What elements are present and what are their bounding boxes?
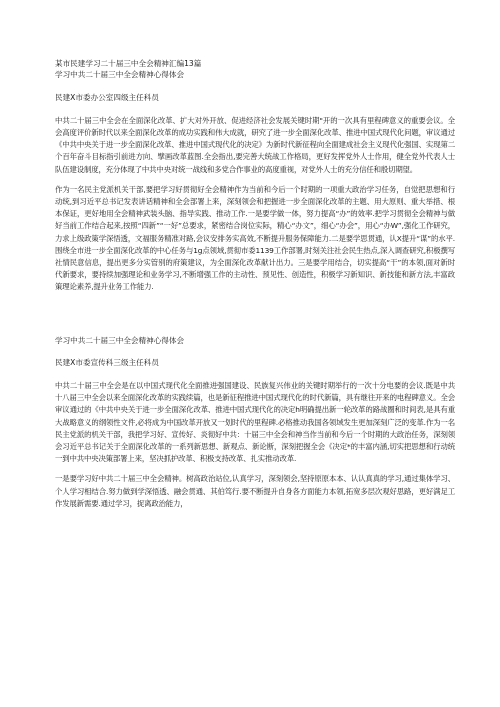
article-1-paragraph-1: 中共二十届三中全会在全面深化改革、扩大对外开放、促进经济社会发展关键时期"开的一次具有里程碑意义的重要会议。全会高度评价新时代以来全面深化改革的成功实践和伟大成就，研究了进一步全面深化改革、推进中国式现代化问题，审议通过《中共中央关于进一步全面深化改革、推进中国式现代化的决定》为新时代新征程向全面建成社会主义现代化强国、实现第二个百年奋斗目标指引前进方向、擘画改革蓝图.全会指出,要完善大统战工作格局，更好发挥党外人士作用，健全党外代表人士队伍建设制度，充分体现了中共中央对统一战线和多党合作事业的高度重视，对党外人士的充分信任和殷切期望。 [55,115,455,174]
document-page [55,58,455,510]
article-1-title: 学习中共二十届三中全会精神心得体会 [55,70,185,80]
article-2-title: 学习中共二十届三中全会精神心得体会 [55,335,185,345]
article-2-author: 民建X市委宣传科三级主任科员 [55,358,159,368]
article-2-paragraph-2: 一是要学习好中共二十届三中全会精神。树高政治站位,认真学习，深刻领会,坚持原原本本、认认真真的学习,通过集体学习、个人学习相结合.努力做到学深悟透、融会贯通、其伯笃行.要不断提升自身各方面能力本领,拓宽多层次观好思路，更好满足工作发展新需要.通过学习，捉离政治能力， [55,474,455,508]
article-2-paragraph-1: 中共二十届三中全会是在以中国式现代化全面推进强国建设、民族复兴伟业的关键时期举行的一次十分电要的会议.既是中共十八届三中全会以来全面深化改革的实践续篇，也是新征程推进中国式现代化的时代新篇，具有继往开来的电程碑意义。全会审议通过的《中共中央关于进一步全面深化改革、推进中国式现代化的决定h明确提出新一轮改革的路战圈和时间表,是具有重大战略意义的纲领性文件,必将成为中国改革开放又一划时代的里程碑.必格推动我国各领域发生更加深刻广泛的变革.作为一名民主党派的机关干部，我把学习好、宣传好、炎彻好中共：十届三中全会和神当作当前和今后一个时期的大政治任务，深刻领会习近平总书记关于全面深化改革的一系列新思想、新观点、新论断，深刻把握全会《决定*的丰富内涵,切实把思想和行动统一到中共中央决策部署上来，坚决抓护改革、积极支持改革、扎实推动改革. [55,381,455,464]
compilation-title: 某市民建学习二十届三中全会精神汇编13篇 [55,59,202,68]
article-1-author: 民建X市委办公室四级主任科员 [55,92,159,102]
article-1-paragraph-2: 作为一名民主党派机关干部,要把学习好贯彻好全会精神作为当前和今后一个时期的一项重大政治学习任务，自觉把思想和行动统,到习近平总书记发表讲话精神和全会部署上来，深刻领会和把握进一步全面深化改革的主题、用大原则、重大举措、根本保证，更好地用全会精神武装头脑、指导实践、推动工作.一是要学做一体，努力提高“办”的效率.把学习贯彻全会精神与做好当前工作结合起来,按照“四新”“一好”总要求，紧密结合岗位实际，精心“办文”，细心“办会”，用心“办W”,强化工作研究，力求上级政策学深悟透，文福服务精准对路,会议安排务实高效,不断提升服务保障能力.二是要学思贯通，认X提升“谋”的水平.围绕全市进一步全面深化改革的中心任务与1g点领域,贯彻市委1139工作部署,时刻关注社会民生热点,深入调查研究,积极撰写社情民意信息，提出更多分实管别的府策建议，为全面深化改革献计出力。三是要学用结合，切实提高“干”的本领,面对新时代新要求，要持续加强理论和业务学习,不断增强工作的主动性、预见性、创造性，积极学习新知识、新技能和新方法,丰富政策理论素养,提升业务工作能力. [55,184,455,292]
